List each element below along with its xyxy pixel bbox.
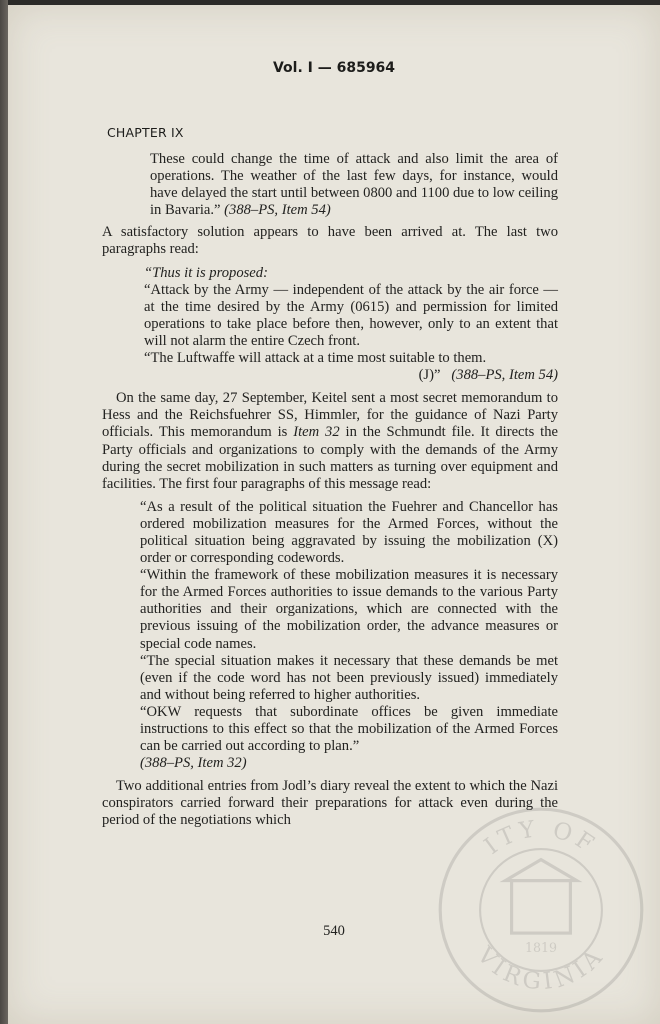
body-paragraph: On the same day, 27 September, Keitel sent a most secret memorandum to Hess and the Reichsfuehrer SS, Himmler, for the guidance of Nazi Party officials. This memorandum is Item 32 in the Schmundt file. It directs the Party officials and organizations to comply with the demands of the Army during the secret mobilization in such matters as turning over equipment and facilities. The first four paragraphs of this message read: [102, 390, 558, 492]
quote-paragraph: “OKW requests that subordinate offices be given immediate instructions to this effect so that the mobilization of the Armed Forces can be carried out according to plan.” [140, 703, 558, 755]
running-head: Vol. I — 685964 [272, 60, 396, 76]
university-seal-watermark [436, 805, 646, 1015]
scan-left-edge [0, 0, 8, 1024]
quote-paragraph: These could change the time of attack and also limit the area of operations. The weather of the last few days, for instance, would have delayed the start until between 0800 and 1100 due to low ceiling in Bavaria.” (388–PS, Item 54) [150, 151, 558, 219]
chapter-heading: CHAPTER IX [107, 125, 184, 140]
citation: (388–PS, Item 54) [451, 367, 558, 384]
citation: (388–PS, Item 32) [140, 755, 247, 772]
quote-line: “Thus it is proposed: [144, 264, 268, 281]
body-paragraph: A satisfactory solution appears to have been arrived at. The last two paragraphs read: [102, 224, 558, 258]
citation: (388–PS, Item 54) [224, 202, 331, 219]
quote-paragraph: “The special situation makes it necessary that these demands be met (even if the code word has not been previously issued) immediately and without being referred to higher authorities. [140, 652, 558, 703]
quote-paragraph: “As a result of the political situation the Fuehrer and Chancellor has ordered mobilization measures for the Armed Forces, without the political situation being aggravated by issuing the mobilization (X) order or corresponding codewords. [140, 498, 558, 567]
body-paragraph: Two additional entries from Jodl’s diary reveal the extent to which the Nazi conspirators carried forward their preparations for attack even during the period of the negotiations which [102, 778, 558, 829]
quote-close: (J)” (388–PS, Item 54) [418, 367, 558, 384]
item-reference: Item 32 [293, 424, 340, 441]
document-page [8, 5, 660, 1024]
svg-text:1819: 1819 [524, 940, 558, 955]
svg-text:VIRGINIA: VIRGINIA [471, 942, 611, 996]
quote-paragraph: “Within the framework of these mobilization measures it is necessary for the Armed Forces authorities to issue demands to the various Party authorities and their organizations, which are connected with the previous issuing of the mobilization order, the advance measures or special code names. [140, 567, 558, 652]
quote-paragraph: “Attack by the Army — independent of the attack by the air force — at the time desired by the Army (0615) and permission for limited operations to take place before then, however, only to an extent that will not alarm the entire Czech front. [144, 281, 558, 349]
body-text [102, 151, 558, 830]
page-number: 540 [323, 923, 345, 939]
quote-paragraph: “The Luftwaffe will attack at a time most suitable to them. [144, 350, 487, 367]
svg-text:ITY OF: ITY OF [479, 816, 602, 860]
